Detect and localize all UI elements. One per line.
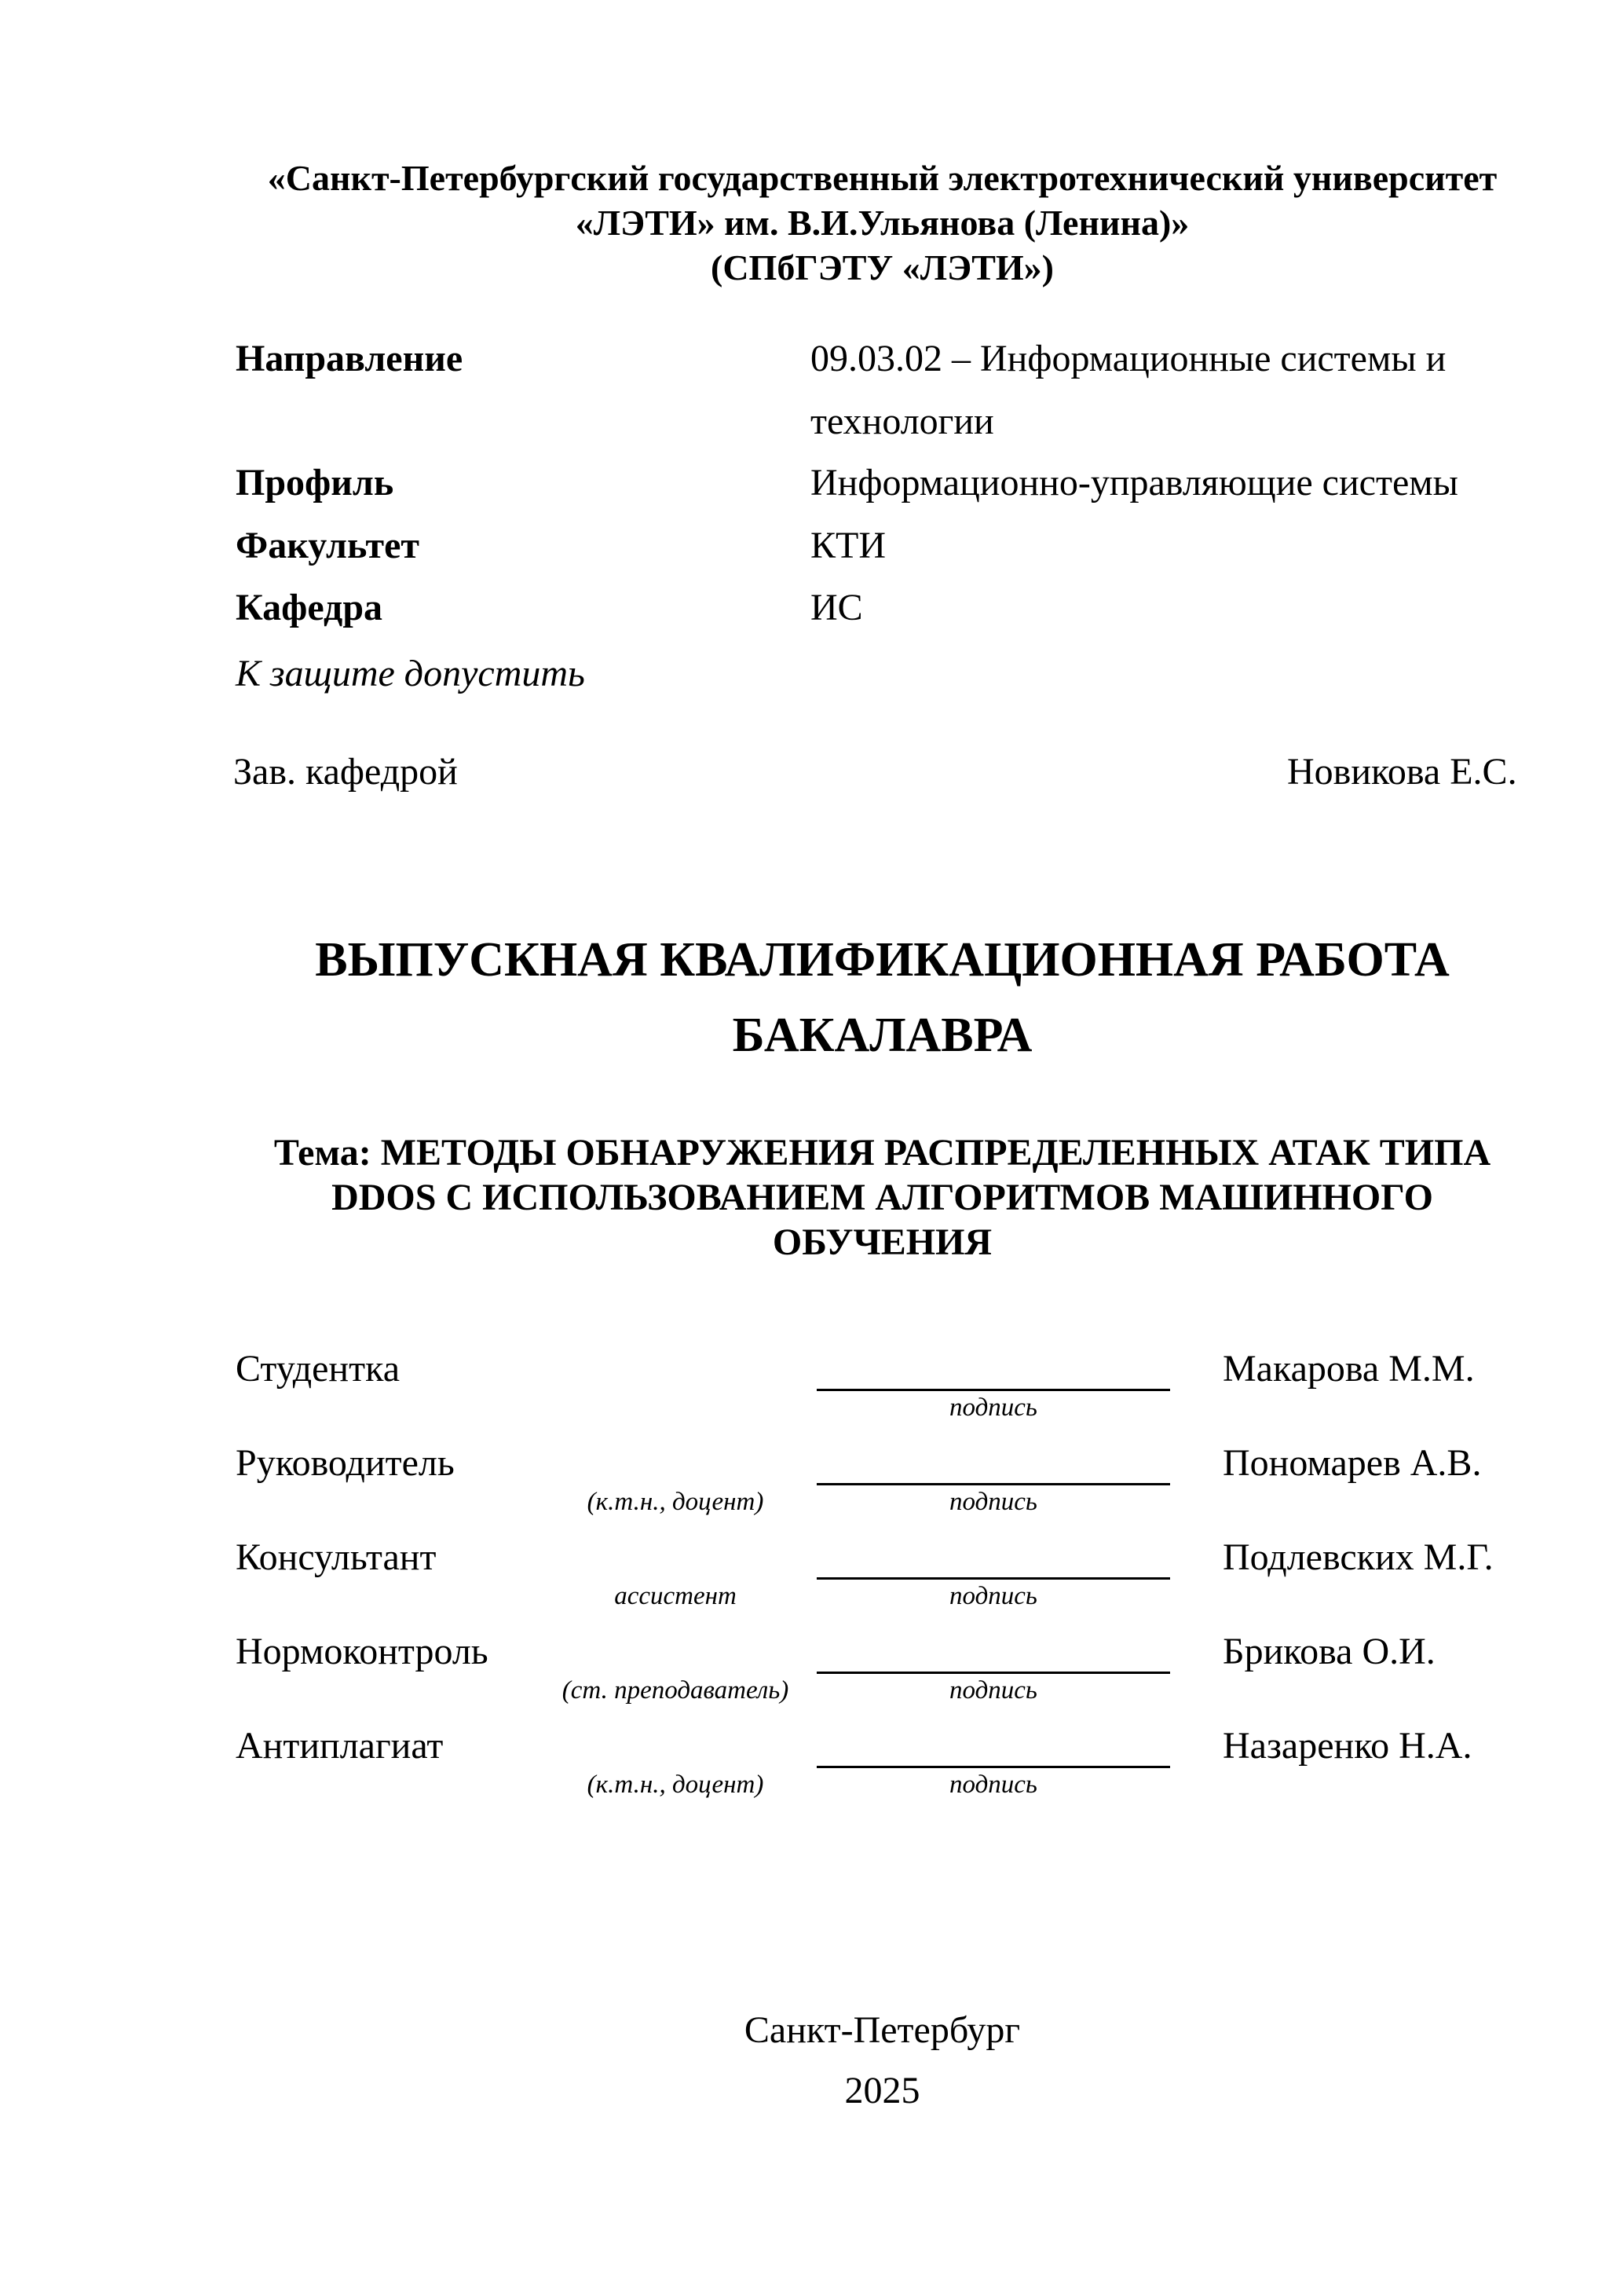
faculty-label: Факультет	[236, 525, 419, 566]
direction-value-line-2: технологии	[810, 401, 994, 442]
university-name-line-1: «Санкт-Петербургский государственный электротехнический университет	[267, 158, 1498, 198]
signature-line	[817, 1672, 1170, 1674]
head-of-department-label: Зав. кафедрой	[233, 751, 458, 793]
main-title-line-2: БАКАЛАВРА	[732, 1009, 1033, 1062]
signature-line	[817, 1483, 1170, 1485]
department-value: ИС	[810, 587, 863, 628]
main-title-line-1: ВЫПУСКНАЯ КВАЛИФИКАЦИОННАЯ РАБОТА	[315, 933, 1450, 987]
signature-role: Руководитель	[236, 1442, 455, 1484]
signature-line	[817, 1389, 1170, 1391]
topic-line-2: DDOS С ИСПОЛЬЗОВАНИЕМ АЛГОРИТМОВ МАШИННОГО	[331, 1177, 1433, 1218]
university-name-line-2: «ЛЭТИ» им. В.И.Ульянова (Ленина)»	[575, 203, 1190, 243]
signature-caption: подпись	[949, 1771, 1037, 1799]
signature-role: Консультант	[236, 1536, 437, 1578]
signature-name: Подлевских М.Г.	[1223, 1536, 1494, 1578]
footer-year: 2025	[844, 2070, 920, 2111]
head-of-department-name: Новикова Е.С.	[1287, 751, 1517, 793]
signature-name: Пономарев А.В.	[1223, 1442, 1482, 1484]
direction-value-line-1: 09.03.02 – Информационные системы и	[810, 338, 1447, 379]
signature-caption: подпись	[949, 1488, 1037, 1516]
main-title	[233, 922, 1531, 1073]
faculty-value: КТИ	[810, 525, 886, 566]
signature-caption: подпись	[949, 1582, 1037, 1610]
topic-title	[233, 1130, 1531, 1265]
signature-name: Макарова М.М.	[1223, 1348, 1475, 1390]
topic-line-1: Тема: МЕТОДЫ ОБНАРУЖЕНИЯ РАСПРЕДЕЛЕННЫХ АТАК ТИПА	[273, 1132, 1491, 1174]
signature-qualification: (к.т.н., доцент)	[587, 1488, 764, 1516]
signature-name: Назаренко Н.А.	[1223, 1725, 1472, 1767]
signature-qualification: (ст. преподаватель)	[561, 1676, 789, 1705]
signature-caption: подпись	[949, 1393, 1037, 1422]
signature-line	[817, 1766, 1170, 1768]
admit-note: К защите допустить	[236, 653, 585, 694]
signature-qualification: ассистент	[614, 1582, 737, 1610]
profile-value: Информационно-управляющие системы	[810, 462, 1458, 504]
signature-qualification: (к.т.н., доцент)	[587, 1771, 764, 1799]
signature-line	[817, 1577, 1170, 1580]
signature-name: Брикова О.И.	[1223, 1631, 1436, 1672]
footer-city: Санкт-Петербург	[744, 2009, 1021, 2051]
university-name-line-3: (СПбГЭТУ «ЛЭТИ»)	[711, 247, 1054, 287]
topic-line-3: ОБУЧЕНИЯ	[772, 1221, 993, 1263]
signature-role: Студентка	[236, 1348, 400, 1390]
signature-role: Нормоконтроль	[236, 1631, 488, 1672]
signature-role: Антиплагиат	[236, 1725, 444, 1767]
signature-caption: подпись	[949, 1676, 1037, 1705]
profile-label: Профиль	[236, 462, 394, 504]
direction-label: Направление	[236, 338, 463, 379]
department-label: Кафедра	[236, 587, 383, 628]
university-header	[233, 156, 1531, 290]
